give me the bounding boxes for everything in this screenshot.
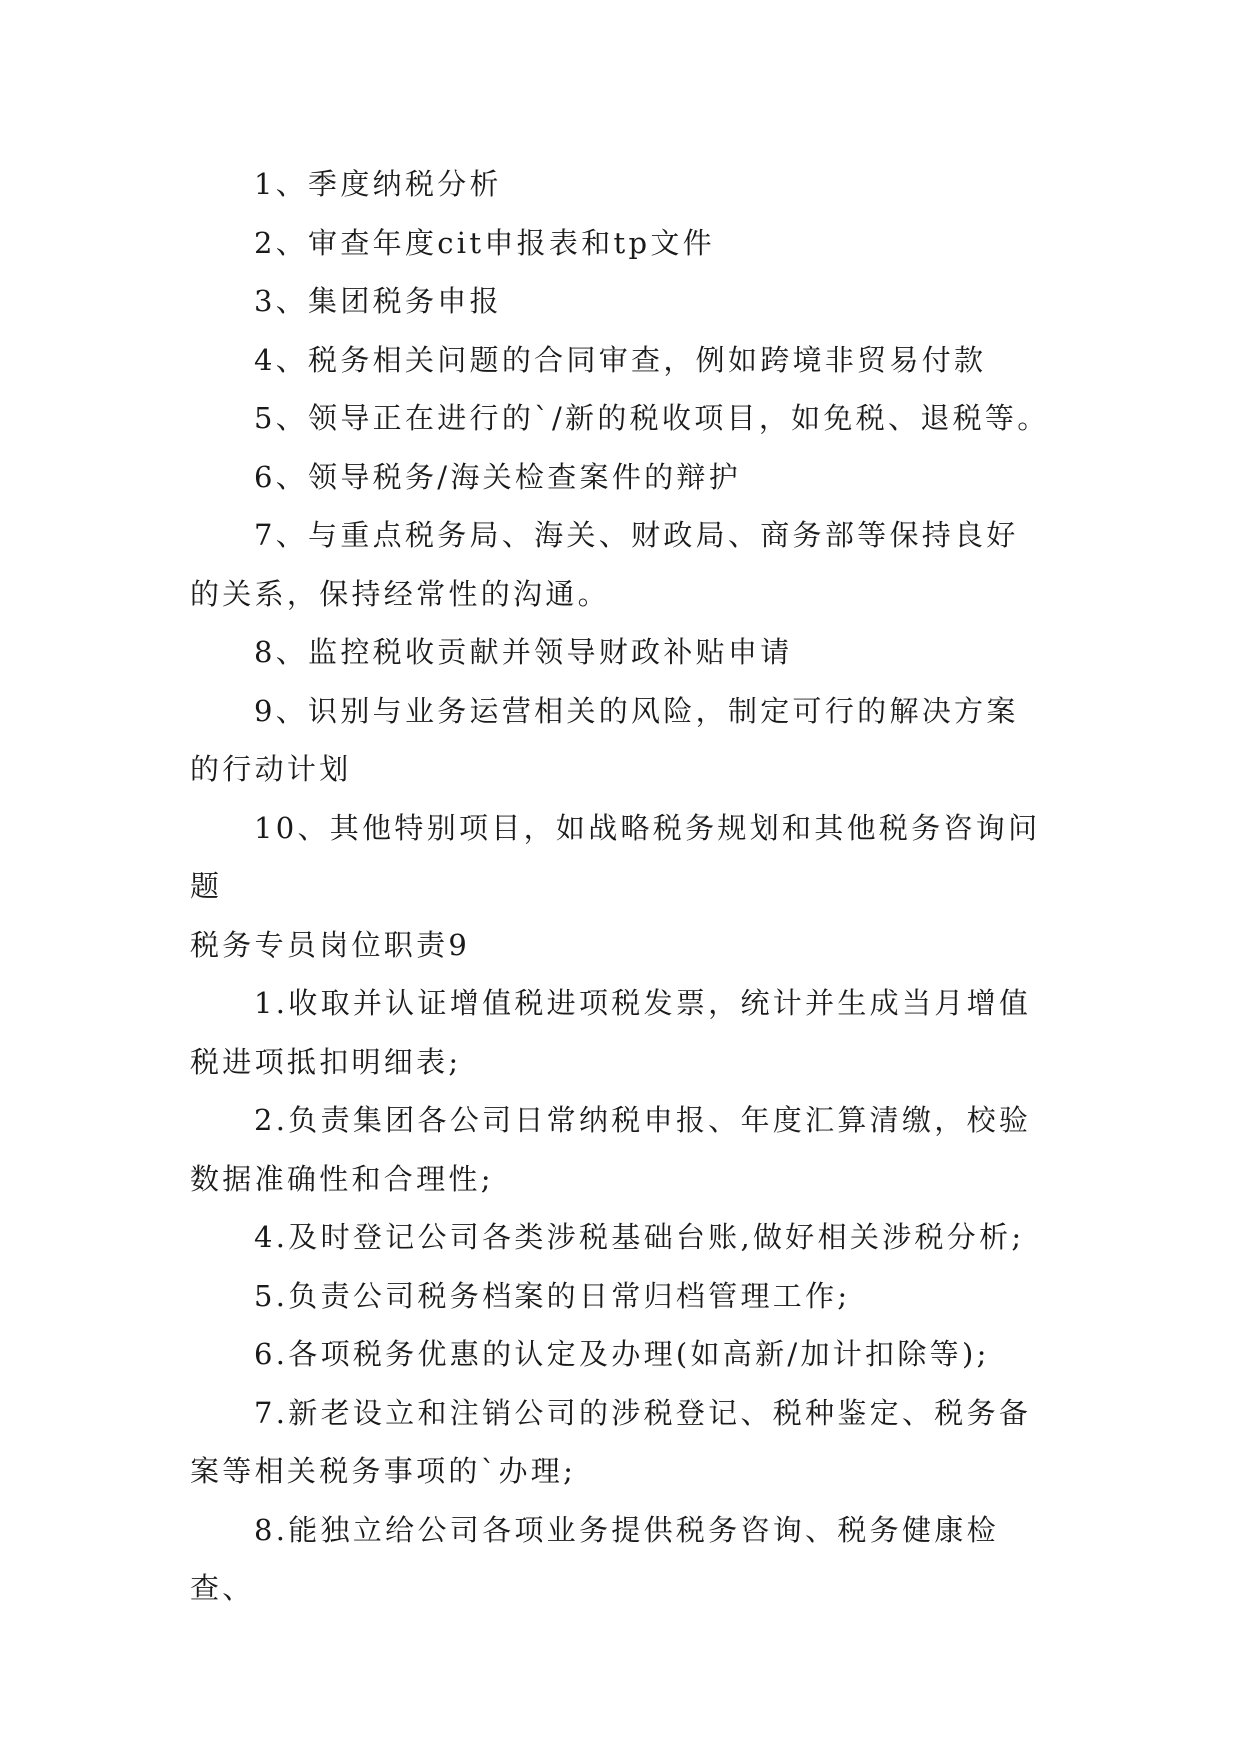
list-item: 9、识别与业务运营相关的风险，制定可行的解决方案的行动计划 [190, 693, 1019, 786]
list-item: 7.新老设立和注销公司的涉税登记、税种鉴定、税务备案等相关税务事项的`办理; [190, 1395, 1032, 1488]
list-item: 5.负责公司税务档案的日常归档管理工作; [254, 1278, 851, 1313]
list-item: 10、其他特别项目，如战略税务规划和其他税务咨询问题 [190, 810, 1041, 903]
list-item: 2、审查年度cit申报表和tp文件 [254, 225, 715, 260]
list-item: 6、领导税务/海关检查案件的辩护 [254, 459, 742, 494]
list-item: 1.收取并认证增值税进项税发票，统计并生成当月增值税进项抵扣明细表; [190, 986, 1032, 1079]
list-item: 5、领导正在进行的`/新的税收项目，如免税、退税等。 [254, 401, 1050, 435]
document-body [190, 155, 1050, 1618]
list-item: 4.及时登记公司各类涉税基础台账,做好相关涉税分析; [254, 1220, 1025, 1254]
list-item: 1、季度纳税分析 [254, 167, 502, 201]
list-item: 7、与重点税务局、海关、财政局、商务部等保持良好的关系，保持经常性的沟通。 [190, 518, 1019, 611]
list-item: 3、集团税务申报 [254, 284, 502, 318]
list-item: 8.能独立给公司各项业务提供税务咨询、税务健康检查、 [190, 1512, 999, 1605]
list-item: 6.各项税务优惠的认定及办理(如高新/加计扣除等); [254, 1337, 990, 1371]
section-heading: 税务专员岗位职责9 [190, 927, 471, 962]
list-item: 4、税务相关问题的合同审查，例如跨境非贸易付款 [254, 342, 987, 377]
list-item: 8、监控税收贡献并领导财政补贴申请 [254, 635, 793, 669]
list-item: 2.负责集团各公司日常纳税申报、年度汇算清缴，校验数据准确性和合理性; [190, 1103, 1032, 1196]
